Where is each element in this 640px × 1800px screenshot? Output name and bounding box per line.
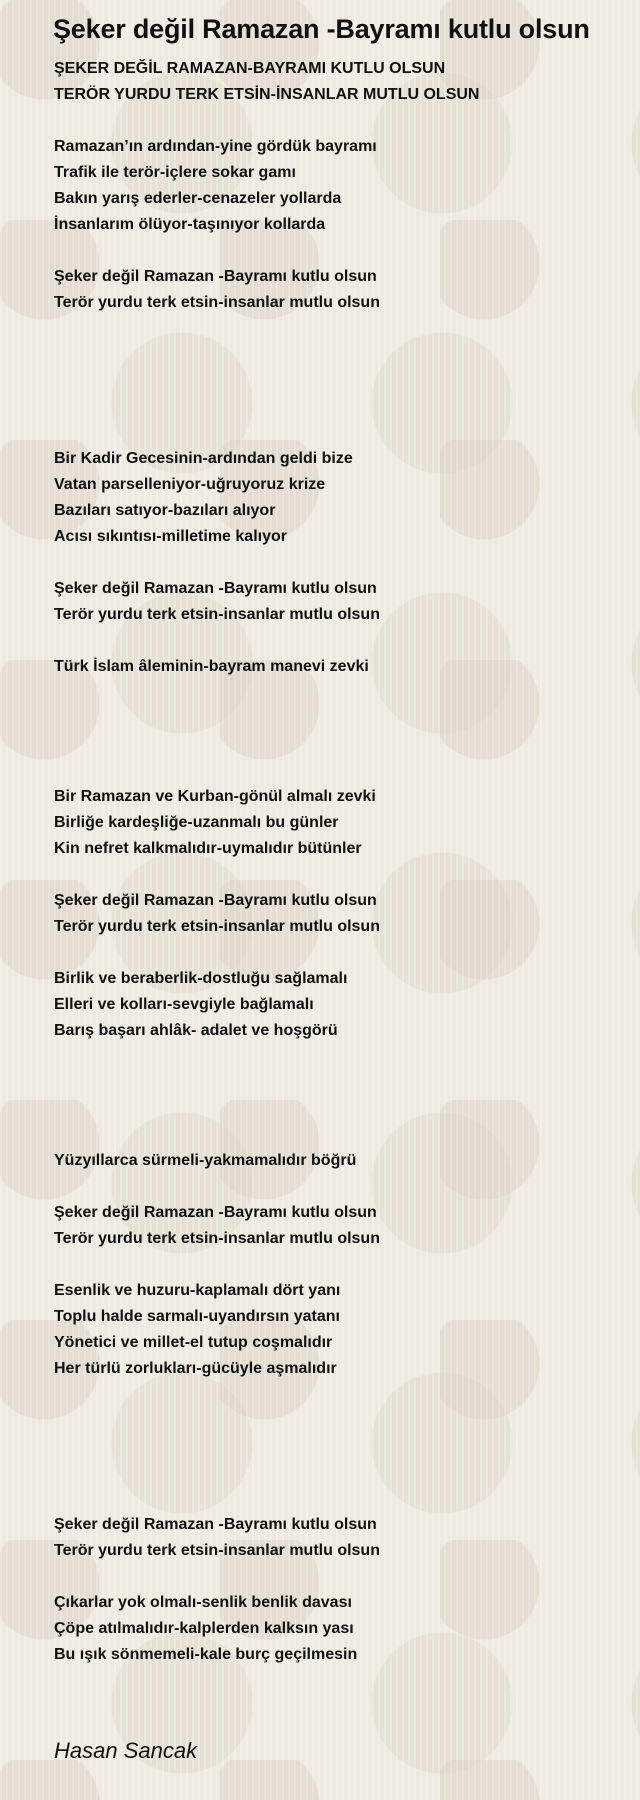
blank-line (54, 108, 614, 134)
poem-line: Kin nefret kalkmalıdır-uymalıdır bütünler (54, 840, 362, 857)
poem-line: Birlik ve beraberlik-dostluğu sağlamalı (54, 970, 348, 987)
page-title: Şeker değil Ramazan -Bayramı kutlu olsun (53, 14, 590, 44)
poem-line: Vatan parselleniyor-uğruyoruz krize (54, 476, 326, 493)
poem-line: Barış başarı ahlâk- adalet ve hoşgörü (54, 1022, 338, 1039)
poem-line: Her türlü zorlukları-gücüyle aşmalıdır (54, 1360, 337, 1377)
poem-line: Terör yurdu terk etsin-insanlar mutlu olsun (54, 1230, 380, 1247)
blank-line (54, 1434, 614, 1460)
poem-line: Şeker değil Ramazan -Bayramı kutlu olsun (54, 1516, 377, 1533)
poem-line: Terör yurdu terk etsin-insanlar mutlu olsun (54, 1542, 380, 1559)
blank-line (54, 342, 614, 368)
poem-line: Bir Kadir Gecesinin-ardından geldi bize (54, 450, 353, 467)
blank-line (54, 1070, 614, 1096)
poem-line: TERÖR YURDU TERK ETSİN-İNSANLAR MUTLU OLSUN (54, 86, 480, 103)
blank-line (54, 420, 614, 446)
poem-line: Türk İslam âleminin-bayram manevi zevki (54, 658, 369, 675)
blank-line (54, 862, 614, 888)
poem-line: Elleri ve kolları-sevgiyle bağlamalı (54, 996, 314, 1013)
blank-line (54, 732, 614, 758)
blank-line (54, 758, 614, 784)
blank-line (54, 1252, 614, 1278)
blank-line (54, 1044, 614, 1070)
blank-line (54, 316, 614, 342)
poem-line: Birliğe kardeşliğe-uzanmalı bu günler (54, 814, 339, 831)
poem-line: Acısı sıkıntısı-milletime kalıyor (54, 528, 287, 545)
poem-body (54, 56, 614, 1668)
blank-line (54, 368, 614, 394)
poem-line: Trafik ile terör-içlere sokar gamı (54, 164, 296, 181)
blank-line (54, 550, 614, 576)
poem-line: Bakın yarış ederler-cenazeler yollarda (54, 190, 342, 207)
poem-line: Şeker değil Ramazan -Bayramı kutlu olsun (54, 268, 377, 285)
blank-line (54, 940, 614, 966)
blank-line (54, 238, 614, 264)
poem-line: Esenlik ve huzuru-kaplamalı dört yanı (54, 1282, 341, 1299)
poem-line: Bu ışık sönmemeli-kale burç geçilmesin (54, 1646, 358, 1663)
poem-line: Yönetici ve millet-el tutup coşmalıdır (54, 1334, 333, 1351)
blank-line (54, 706, 614, 732)
blank-line (54, 628, 614, 654)
poem-line: Yüzyıllarca sürmeli-yakmamalıdır böğrü (54, 1152, 357, 1169)
author-signature: Hasan Sancak (54, 1738, 198, 1763)
poem-line: Bazıları satıyor-bazıları alıyor (54, 502, 276, 519)
poem-line: Şeker değil Ramazan -Bayramı kutlu olsun (54, 580, 377, 597)
blank-line (54, 1460, 614, 1486)
blank-line (54, 1564, 614, 1590)
poem-line: Terör yurdu terk etsin-insanlar mutlu olsun (54, 294, 380, 311)
poem-line: Şeker değil Ramazan -Bayramı kutlu olsun (54, 1204, 377, 1221)
blank-line (54, 1096, 614, 1122)
blank-line (54, 1408, 614, 1434)
poem-line: Terör yurdu terk etsin-insanlar mutlu olsun (54, 918, 380, 935)
blank-line (54, 1174, 614, 1200)
poem-line: Şeker değil Ramazan -Bayramı kutlu olsun (54, 892, 377, 909)
poem-line: Bir Ramazan ve Kurban-gönül almalı zevki (54, 788, 376, 805)
blank-line (54, 1122, 614, 1148)
poem-line: Çöpe atılmalıdır-kalplerden kalksın yası (54, 1620, 354, 1637)
blank-line (54, 680, 614, 706)
poem-line: Ramazan’ın ardından-yine gördük bayramı (54, 138, 377, 155)
blank-line (54, 394, 614, 420)
poem-line: ŞEKER DEĞİL RAMAZAN-BAYRAMI KUTLU OLSUN (54, 60, 446, 77)
poem-line: Terör yurdu terk etsin-insanlar mutlu olsun (54, 606, 380, 623)
poem-line: Toplu halde sarmalı-uyandırsın yatanı (54, 1308, 340, 1325)
poem-line: Çıkarlar yok olmalı-senlik benlik davası (54, 1594, 352, 1611)
poem-line: İnsanlarım ölüyor-taşınıyor kollarda (54, 216, 326, 233)
blank-line (54, 1382, 614, 1408)
blank-line (54, 1486, 614, 1512)
